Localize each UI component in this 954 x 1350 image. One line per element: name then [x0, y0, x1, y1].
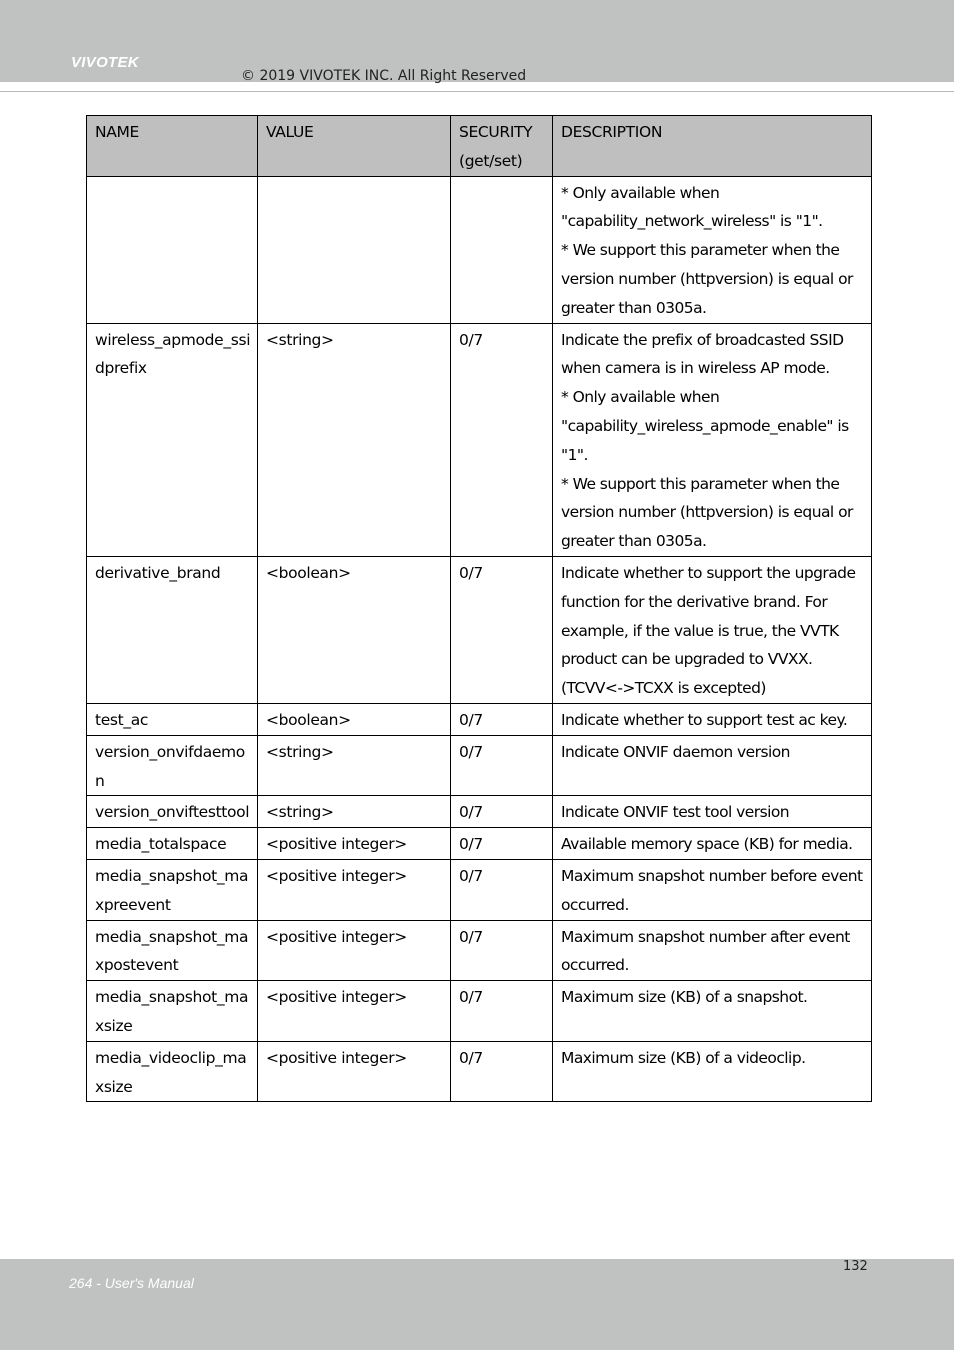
param-value-cell: <positive integer> — [258, 859, 451, 920]
param-description-cell — [553, 735, 872, 796]
param-security-cell: 0/7 — [451, 1041, 553, 1102]
param-security-cell — [451, 176, 553, 323]
param-security-cell: 0/7 — [451, 323, 553, 556]
param-value-cell: <positive integer> — [258, 920, 451, 981]
param-name-cell: media_totalspace — [87, 828, 258, 860]
page-number: 132 — [843, 1259, 868, 1274]
param-security-cell: 0/7 — [451, 981, 553, 1042]
description-line: Maximum snapshot number before event occurred. — [561, 866, 863, 914]
param-name-cell: media_snapshot_maxpreevent — [87, 859, 258, 920]
page-footer — [0, 1259, 954, 1350]
param-security-cell: 0/7 — [451, 556, 553, 703]
description-line: Indicate the prefix of broadcasted SSID when camera is in wireless AP mode. — [561, 330, 844, 378]
description-line: * Only available when "capability_network_wireless" is "1". — [561, 183, 823, 231]
param-value-cell: <string> — [258, 735, 451, 796]
table-row — [87, 920, 872, 981]
param-value-cell: <positive integer> — [258, 1041, 451, 1102]
page-header — [0, 0, 954, 82]
table-row — [87, 176, 872, 323]
parameter-table — [86, 115, 872, 1102]
param-security-cell: 0/7 — [451, 735, 553, 796]
param-value-cell: <string> — [258, 796, 451, 828]
header-divider — [0, 91, 954, 92]
table-row — [87, 556, 872, 703]
param-description-cell — [553, 556, 872, 703]
brand-logo-text: VIVOTEK — [71, 54, 139, 71]
table-row — [87, 981, 872, 1042]
param-name-cell — [87, 176, 258, 323]
description-line: Maximum size (KB) of a snapshot. — [561, 988, 808, 1007]
param-name-cell: media_snapshot_maxsize — [87, 981, 258, 1042]
manual-title: 264 - User's Manual — [69, 1275, 194, 1291]
description-line: Maximum size (KB) of a videoclip. — [561, 1048, 806, 1067]
column-header-name: NAME — [87, 116, 258, 177]
description-line: * We support this parameter when the version number (httpversion) is equal or greater than 0305a. — [561, 474, 853, 551]
copyright-notice: © 2019 VIVOTEK INC. All Right Reserved — [241, 68, 527, 84]
table-row — [87, 828, 872, 860]
table-row — [87, 1041, 872, 1102]
param-description-cell — [553, 1041, 872, 1102]
param-security-cell: 0/7 — [451, 859, 553, 920]
param-security-cell: 0/7 — [451, 703, 553, 735]
param-description-cell — [553, 796, 872, 828]
param-description-cell — [553, 703, 872, 735]
description-line: * Only available when "capability_wireless_apmode_enable" is "1". — [561, 388, 849, 464]
param-name-cell: version_onvifdaemon — [87, 735, 258, 796]
param-description-cell — [553, 859, 872, 920]
param-name-cell: test_ac — [87, 703, 258, 735]
column-header-value: VALUE — [258, 116, 451, 177]
param-value-cell: <positive integer> — [258, 981, 451, 1042]
description-line: Indicate ONVIF test tool version — [561, 803, 790, 822]
param-value-cell: <positive integer> — [258, 828, 451, 860]
table-row — [87, 796, 872, 828]
param-description-cell — [553, 176, 872, 323]
param-security-cell: 0/7 — [451, 828, 553, 860]
table-header-row — [87, 116, 872, 177]
param-description-cell — [553, 981, 872, 1042]
param-description-cell — [553, 323, 872, 556]
param-description-cell — [553, 920, 872, 981]
param-value-cell: <string> — [258, 323, 451, 556]
param-name-cell: media_videoclip_maxsize — [87, 1041, 258, 1102]
description-line: Available memory space (KB) for media. — [561, 835, 853, 854]
param-name-cell: version_onviftesttool — [87, 796, 258, 828]
param-value-cell: <boolean> — [258, 556, 451, 703]
column-header-description: DESCRIPTION — [553, 116, 872, 177]
table-row — [87, 735, 872, 796]
param-name-cell: derivative_brand — [87, 556, 258, 703]
table-row — [87, 859, 872, 920]
param-security-cell: 0/7 — [451, 920, 553, 981]
table-row — [87, 323, 872, 556]
column-header-security: SECURITY (get/set) — [451, 116, 553, 177]
description-line: Indicate whether to support the upgrade function for the derivative brand. For example, if the value is true, the VVTK product can be upgraded to VVXX. (TCVV<->TCXX is excepted) — [561, 563, 856, 698]
param-description-cell — [553, 828, 872, 860]
param-name-cell: media_snapshot_maxpostevent — [87, 920, 258, 981]
description-line: * We support this parameter when the version number (httpversion) is equal or greater than 0305a. — [561, 241, 853, 317]
description-line: Maximum snapshot number after event occurred. — [561, 927, 850, 975]
table-row — [87, 703, 872, 735]
param-name-cell: wireless_apmode_ssidprefix — [87, 323, 258, 556]
description-line: Indicate whether to support test ac key. — [561, 710, 848, 729]
param-security-cell: 0/7 — [451, 796, 553, 828]
param-value-cell — [258, 176, 451, 323]
table-body — [87, 176, 872, 1102]
param-value-cell: <boolean> — [258, 703, 451, 735]
description-line: Indicate ONVIF daemon version — [561, 742, 790, 761]
